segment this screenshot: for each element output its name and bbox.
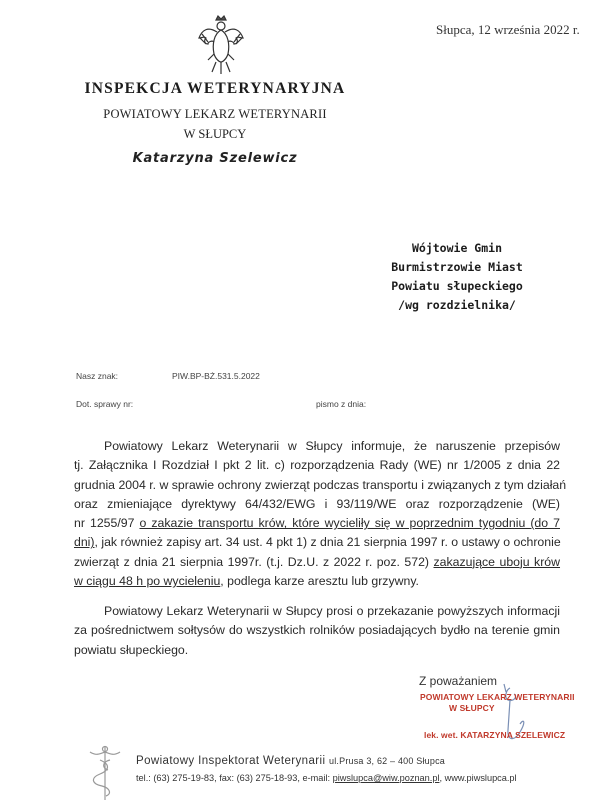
paragraph-line: grudnia 2004 r. w sprawie ochrony zwierząt podczas transportu i związanych z tym działań [74, 477, 567, 492]
paragraph-line: nr 1255/97 o zakazie transportu krów, które wycieliły się w poprzednim tygodniu (do 7 [74, 516, 560, 531]
addressee-line: Powiatu słupeckiego [391, 279, 523, 293]
paragraph-line: zwierząt z dnia 21 sierpnia 1997r. (t.j. Dz.U. z 2022 r. poz. 572) zakazujące uboju krów [74, 554, 561, 569]
body-paragraph-1 [74, 437, 567, 591]
stamp-line: W SŁUPCY [449, 703, 495, 713]
veterinary-caduceus-icon [82, 742, 128, 802]
paragraph-line: oraz zmieniające dyrektywy 64/432/EWG i 93/119/WE oraz rozporządzenie (WE) [74, 496, 560, 511]
office-name: POWIATOWY LEKARZ WETERYNARII [103, 107, 327, 121]
footer-contact: tel.: (63) 275-19-83, fax: (63) 275-18-93, e-mail: piwslupca@wiw.poznan.pl, www.piwslupca.pl [136, 773, 517, 783]
footer-organization: Powiatowy Inspektorat Weterynarii ul.Prusa 3, 62 – 400 Słupca [136, 755, 445, 767]
underlined-text: o zakazie transportu krów, które wycieliły się w poprzednim tygodniu (do 7 [139, 516, 560, 531]
paragraph-line: tj. Załącznika I Rozdział I pkt 2 lit. c) rozporządzenia Rady (WE) nr 1/2005 z dnia 22 [74, 458, 560, 473]
stamp-line: POWIATOWY LEKARZ WETERYNARII [420, 692, 575, 702]
paragraph-line: za pośrednictwem sołtysów do wszystkich rolników posiadających bydło na terenie gmin [74, 623, 560, 638]
institution-name: INSPEKCJA WETERYNARYJNA [84, 80, 346, 97]
paragraph-line: Powiatowy Lekarz Weterynarii w Słupcy informuje, że naruszenie przepisów [104, 439, 560, 453]
footer-address: ul.Prusa 3, 62 – 400 Słupca [329, 756, 445, 766]
addressee-line: Burmistrzowie Miast [391, 260, 523, 274]
addressee-block [352, 239, 562, 315]
email-link[interactable]: piwslupca@wiw.poznan.pl [332, 773, 440, 783]
underlined-text: zakazujące uboju krów [433, 554, 561, 569]
letter-date: Słupca, 12 września 2022 r. [436, 22, 580, 37]
polish-eagle-icon [196, 14, 246, 78]
official-name: Katarzyna Szelewicz [132, 151, 298, 166]
paragraph-line: dni), jak również zapisy art. 34 ust. 4 pkt 1) z dnia 21 sierpnia 1997 r. o ustawy o ochronie [74, 535, 561, 550]
closing-regards: Z poważaniem [419, 674, 498, 688]
your-reference-label: Dot. sprawy nr: [76, 399, 134, 409]
underlined-text: dni) [74, 535, 95, 550]
paragraph-line: powiatu słupeckiego. [74, 642, 189, 657]
our-reference-label: Nasz znak: [76, 371, 119, 381]
stamp-line: lek. wet. KATARZYNA SZELEWICZ [424, 730, 566, 740]
addressee-line: Wójtowie Gmin [411, 241, 502, 255]
office-location: W SŁUPCY [183, 127, 247, 141]
underlined-text: w ciągu 48 h po wycieleniu [74, 574, 221, 589]
paragraph-line: w ciągu 48 h po wycieleniu, podlega karze aresztu lub grzywny. [74, 574, 419, 589]
body-paragraph-2 [74, 602, 560, 660]
addressee-line: /wg rozdzielnika/ [398, 298, 516, 312]
paragraph-line: Powiatowy Lekarz Weterynarii w Słupcy prosi o przekazanie powyższych informacji [104, 604, 560, 618]
our-reference-value: PIW.BP-BŻ.531.5.2022 [172, 371, 260, 381]
letter-date-label: pismo z dnia: [316, 399, 367, 409]
